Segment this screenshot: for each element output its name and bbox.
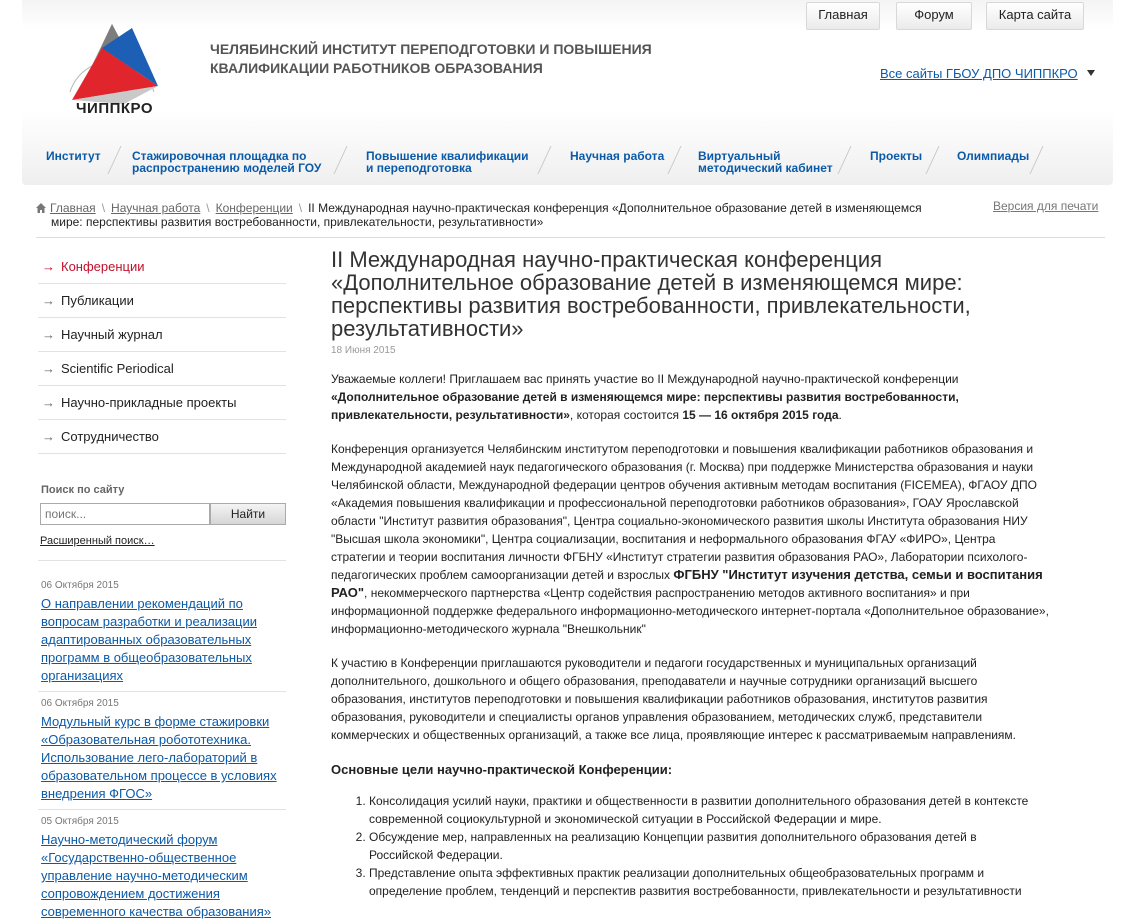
- top-link-home[interactable]: Главная: [806, 2, 880, 30]
- breadcrumb-separator: \: [298, 201, 303, 215]
- nav-separator: [537, 146, 551, 174]
- news-item: [41, 698, 286, 803]
- breadcrumb-current: II Международная научно-практическая конференция «Дополнительное образование детей в изменяющемся: [308, 201, 922, 215]
- nav-separator: [667, 146, 681, 174]
- nav-item-institute[interactable]: [46, 150, 101, 162]
- divider: [38, 560, 286, 561]
- search-input[interactable]: [40, 503, 210, 525]
- sidebar-item-cooperation[interactable]: [38, 420, 286, 454]
- text-line: [331, 584, 1111, 602]
- print-version-link[interactable]: Версия для печати: [993, 199, 1099, 213]
- nav-item-qualification[interactable]: [366, 150, 528, 174]
- news-link[interactable]: [41, 595, 286, 685]
- sidebar-item-label: Scientific Periodical: [61, 361, 174, 376]
- nav-item-label: распространению моделей ГОУ: [132, 161, 322, 175]
- text-line: информационной поддержке федерального информационно-методического интернет-портала «Дополнительное образование»,: [331, 604, 1049, 618]
- institute-title: [210, 40, 680, 78]
- page-title-line: результативности»: [331, 316, 524, 341]
- news-item: [41, 816, 286, 921]
- sidebar-item-label: Публикации: [61, 293, 134, 308]
- sidebar-menu: [38, 250, 286, 454]
- text-line: образования, руководители и специалисты органов управления образованием, методических служб, представители: [331, 710, 983, 724]
- logo-label: ЧИППКРО: [76, 100, 154, 117]
- news-item: [41, 580, 286, 685]
- arrow-right-icon: →: [42, 429, 55, 444]
- text-line: 3. Представление опыта эффективных практик реализации дополнительных общеобразовательных программ и: [369, 866, 985, 880]
- top-link-forum[interactable]: Форум: [896, 2, 972, 30]
- news-link[interactable]: [41, 831, 286, 921]
- news-title-line: Модульный курс в форме стажировки: [41, 714, 270, 729]
- news-title-line: современного качества образования»: [41, 904, 272, 919]
- nav-item-label: Повышение квалификации: [366, 149, 529, 163]
- goals-heading: Основные цели научно-практической Конференции:: [331, 762, 673, 777]
- page-title-line: перспективы развития востребованности, привлекательности,: [331, 293, 971, 318]
- breadcrumb: [36, 201, 976, 229]
- page-title: [331, 248, 1111, 340]
- text-line: стратегии и теории воспитания личности ФГБНУ «Институт стратегии развития образования РАО», Лаборатории психолого-: [331, 550, 1028, 564]
- nav-item-projects[interactable]: [870, 150, 922, 162]
- news-title-line: «Образовательная робототехника.: [41, 732, 251, 747]
- nav-separator: [107, 146, 121, 174]
- news-title-line: Научно-методический форум: [41, 832, 218, 847]
- sidebar-item-label: Научно-прикладные проекты: [61, 395, 237, 410]
- nav-item-label: Олимпиады: [957, 149, 1030, 163]
- goals-list: [331, 792, 1111, 900]
- breadcrumb-line1: [36, 201, 976, 215]
- breadcrumb-separator: \: [101, 201, 106, 215]
- nav-item-olympiads[interactable]: [957, 150, 1029, 162]
- text-line: [331, 406, 1111, 424]
- text-line: 1. Консолидация усилий науки, практики и общественности в развитии дополнительного образования детей в контексте: [369, 794, 1029, 808]
- text-bold: РАО": [331, 585, 365, 600]
- text-line: [331, 566, 1111, 584]
- divider: [36, 237, 1105, 238]
- search-button[interactable]: Найти: [210, 503, 286, 525]
- nav-item-label: Научная работа: [570, 149, 665, 163]
- organizers-paragraph: [331, 440, 1111, 638]
- text-span: педагогических проблем самоорганизации детей и взрослых: [331, 568, 674, 582]
- text-line: Российской Федерации.: [369, 848, 503, 862]
- text-line: "Высшая школа экономики", Центра социализации, воспитания и неформального образования ФГАУ «ФИРО», Центра: [331, 532, 996, 546]
- nav-item-label: Виртуальный: [698, 149, 781, 163]
- breadcrumb-current-cont: мире: перспективы развития востребованности, привлекательности, результативности»: [51, 215, 544, 229]
- sidebar-item-publications[interactable]: [38, 284, 286, 318]
- main-nav: [22, 138, 1113, 184]
- news-date: 06 Октября 2015: [41, 698, 119, 709]
- news-title-line: управление научно-методическим: [41, 868, 248, 883]
- list-item: [369, 864, 1111, 900]
- text-line: Международной академией наук педагогического образования (г. Москва) при поддержке Министерства образования и науки: [331, 460, 1034, 474]
- arrow-right-icon: →: [42, 361, 55, 376]
- nav-item-science[interactable]: [570, 150, 664, 162]
- nav-separator: [837, 146, 851, 174]
- breadcrumb-separator: \: [206, 201, 210, 215]
- article: [331, 248, 1111, 900]
- breadcrumb-science[interactable]: Научная работа: [111, 201, 201, 215]
- list-item: [369, 828, 1111, 864]
- nav-separator: [333, 146, 347, 174]
- intro-paragraph: [331, 370, 1111, 424]
- chevron-down-icon[interactable]: [1087, 70, 1095, 76]
- sidebar-item-label: Научный журнал: [61, 327, 163, 342]
- text-line: информационно-методического журнала "Внешкольник": [331, 622, 646, 636]
- news-date: 06 Октября 2015: [41, 580, 119, 591]
- text-line: Челябинской области, Международной федерации центров обучения активным методам воспитания (FICEMEA), ФГАОУ ДПО: [331, 478, 1037, 492]
- news-date: 05 Октября 2015: [41, 816, 119, 827]
- list-item: [369, 792, 1111, 828]
- top-link-sitemap[interactable]: Карта сайта: [986, 2, 1084, 30]
- sidebar-item-conferences[interactable]: [38, 250, 286, 284]
- nav-separator: [925, 146, 939, 174]
- text-line: дополнительного, дошкольного и общего образования, преподаватели и научные сотрудники организаций высшего: [331, 674, 978, 688]
- nav-item-label: и переподготовка: [366, 161, 472, 175]
- nav-item-label: Проекты: [870, 149, 923, 163]
- news-title-line: программ в общеобразовательных: [41, 650, 252, 665]
- text-span: , некоммерческого партнерства «Центр содействия распространению методов активного воспитания» и при: [364, 586, 970, 600]
- sidebar-item-label: Конференции: [61, 259, 145, 274]
- conference-dates: 15 — 16 октября 2015 года: [682, 408, 839, 422]
- divider: [38, 809, 286, 810]
- nav-item-virtual-cabinet[interactable]: [698, 150, 833, 174]
- text-line: образования, институтов переподготовки и повышения квалификации работников образования, институтов развития: [331, 692, 988, 706]
- institute-title-line2: КВАЛИФИКАЦИИ РАБОТНИКОВ ОБРАЗОВАНИЯ: [210, 60, 543, 76]
- news-title-line: «Государственно-общественное: [41, 850, 237, 865]
- home-icon[interactable]: [36, 203, 46, 213]
- text-line: «Академия повышения квалификации и профессиональной переподготовки работников образования», ГОАУ Ярославской: [331, 496, 1019, 510]
- news-title-line: сопровождением достижения: [41, 886, 220, 901]
- text-line: 2. Обсуждение мер, направленных на реализацию Концепции развития дополнительного образования детей в: [369, 830, 977, 844]
- sidebar-item-scientific-periodical[interactable]: [38, 352, 286, 386]
- text-line: Уважаемые коллеги! Приглашаем вас принять участие во II Международной научно-практической конференции: [331, 372, 959, 386]
- arrow-right-icon: →: [42, 327, 55, 342]
- news-title-line: внедрения ФГОС»: [41, 786, 153, 801]
- nav-item-label: Институт: [46, 149, 101, 163]
- arrow-right-icon: →: [42, 259, 55, 274]
- news-title-line: вопросам разработки и реализации: [41, 614, 257, 629]
- page-title-line: II Международная научно-практическая конференция: [331, 247, 883, 272]
- news-title-line: образовательном процессе в условиях: [41, 768, 277, 783]
- all-sites-dropdown[interactable]: Все сайты ГБОУ ДПО ЧИППКРО: [880, 66, 1078, 81]
- breadcrumb-conferences[interactable]: Конференции: [215, 201, 293, 215]
- text-line: коммерческих и общественных организаций, а также все лица, проявляющие интерес к рассматриваемым направлениям.: [331, 728, 1016, 742]
- text-line: области "Институт развития образования", Центра социально-экономического развития школы Института образования НИУ: [331, 514, 1028, 528]
- breadcrumb-home[interactable]: Главная: [50, 201, 96, 215]
- text-line: К участию в Конференции приглашаются руководители и педагоги государственных и муниципальных организаций: [331, 656, 977, 670]
- news-title-line: Использование лего-лабораторий в: [41, 750, 258, 765]
- institute-title-line1: ЧЕЛЯБИНСКИЙ ИНСТИТУТ ПЕРЕПОДГОТОВКИ И ПОВЫШЕНИЯ: [210, 41, 652, 57]
- text-line: Конференция организуется Челябинским институтом переподготовки и повышения квалификации работников образования и: [331, 442, 1034, 456]
- nav-separator: [1029, 146, 1043, 174]
- sidebar-item-journal[interactable]: [38, 318, 286, 352]
- arrow-right-icon: →: [42, 395, 55, 410]
- news-link[interactable]: [41, 713, 286, 803]
- sidebar-item-label: Сотрудничество: [61, 429, 159, 444]
- page-title-line: «Дополнительное образование детей в изменяющемся мире:: [331, 270, 963, 295]
- text-bold: ФГБНУ "Институт изучения детства, семьи и воспитания: [673, 567, 1043, 582]
- article-date: 18 Июня 2015: [331, 345, 396, 356]
- search-title: Поиск по сайту: [41, 484, 125, 496]
- news-title-line: О направлении рекомендаций по: [41, 596, 243, 611]
- text-bold: привлекательности, результативности»: [331, 408, 570, 422]
- text-line: определение проблем, тенденций и перспектив развития востребованности, привлекательности и результативности: [369, 884, 1022, 898]
- divider: [38, 691, 286, 692]
- news-title-line: организациях: [41, 668, 124, 683]
- text-span: .: [838, 408, 842, 422]
- arrow-right-icon: →: [42, 293, 55, 308]
- text-line: современной социокультурной и экономической ситуации в Российской Федерации и мире.: [369, 812, 882, 826]
- participants-paragraph: [331, 654, 1111, 744]
- text-line: «Дополнительное образование детей в изменяющемся мире: перспективы развития востребованности,: [331, 390, 959, 404]
- news-title-line: адаптированных образовательных: [41, 632, 252, 647]
- advanced-search-link[interactable]: Расширенный поиск…: [40, 535, 155, 547]
- nav-item-label: Стажировочная площадка по: [132, 149, 307, 163]
- nav-item-label: методический кабинет: [698, 161, 833, 175]
- nav-item-internship[interactable]: [132, 150, 321, 174]
- sidebar-item-applied-projects[interactable]: [38, 386, 286, 420]
- text-span: , которая состоится: [569, 408, 683, 422]
